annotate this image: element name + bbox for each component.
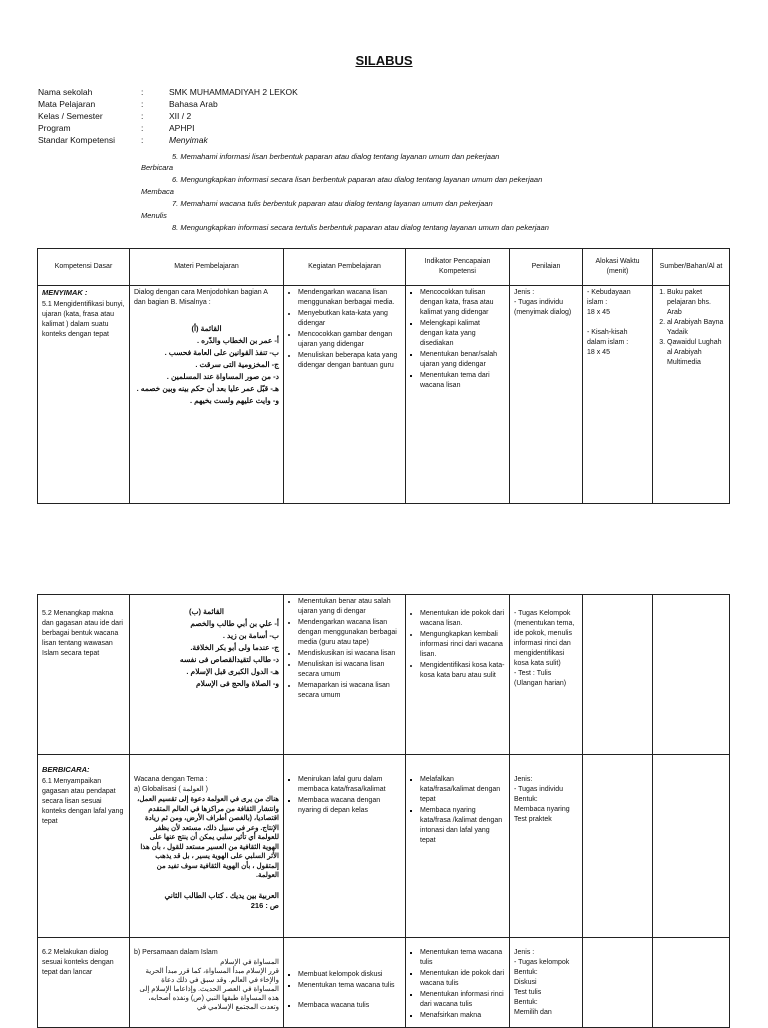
penilaian-cell: Jenis : - Tugas individu (menyimak dialog): [510, 286, 583, 504]
indikator-cell: [406, 938, 510, 1028]
meta-row: [38, 110, 728, 122]
arabic-paragraph: قرر الإسلام مبدأ المساواة، كما قرر مبدأ الحرية والإخاء في العالم. وقد سبق في ذلك دعاة المساواة في العصر الحديث. وإذاعاما الإسلام إلى هذه المساواة طبقها النبي (ص) ونفذه أصحابه، وتعدت المجتمع الإسلامي في: [139, 968, 279, 1011]
table-row: [38, 286, 730, 504]
arabic-title: القائمة (أ): [191, 324, 222, 333]
list-item: • Mendengarkan wacana lisan dengan menggunakan berbagai media (guru atau tape): [298, 618, 401, 648]
list-item: • Memaparkan isi wacana lisan secara umum: [298, 681, 401, 701]
meta-colon: :: [141, 123, 144, 133]
penilaian-text: - Tugas Kelompok (menentukan tema, ide pokok, menulis informasi rinci dan mengidentifikasi kosa kata sulit) - Test : Tulis (Ulangan harian): [514, 610, 575, 687]
list-item: • Mendengarkan wacana lisan menggunakan berbagai media.: [298, 288, 401, 308]
arabic-line: و- وايت عليهم ولست بخيهم .: [189, 396, 279, 405]
list-item: • Menyebutkan kata-kata yang didengar: [298, 309, 401, 329]
list-item: • Mencocokkan gambar dengan ujaran yang didengar: [298, 330, 401, 350]
meta-row: [38, 86, 728, 98]
kegiatan-cell: [284, 938, 406, 1028]
sumber-cell: [653, 595, 730, 755]
kd-text: 6.1 Menyampaikan gagasan atau pendapat secara lisan sesuai konteks dengan lafal yang tepat: [42, 778, 124, 825]
header-cell: Sumber/Bahan/Al at: [653, 249, 730, 286]
kegiatan-list: [288, 288, 401, 371]
syllabus-table-2: [37, 594, 730, 1028]
list-item: ▪ Membuat kelompok diskusi: [298, 970, 401, 980]
arabic-page: ص : 216: [250, 900, 279, 910]
list-item: • Menentukan benar atau salah ujaran yang di dengar: [298, 597, 401, 617]
syllabus-table-1: [37, 248, 730, 504]
sk-5: 5. Memahami informasi lisan berbentuk paparan atau dialog tentang layanan umum dan pekerjaan: [172, 152, 500, 161]
list-item: ▪ Menentukan informasi rinci dari wacana tulis: [420, 990, 505, 1010]
penilaian-cell: [510, 938, 583, 1028]
kd-text: 5.1 Mengidentifikasi bunyi, ujaran (kata, frasa atau kalimat ) dalam suatu konteks dengan tepat: [42, 301, 125, 338]
list-item: ▪ Membaca wacana dengan nyaring di depan kelas: [298, 796, 401, 816]
kd-text: 6.2 Melakukan dialog sesuai konteks dengan tepat dan lancar: [42, 949, 114, 976]
kd-cell: [38, 286, 130, 504]
list-item: • Mendiskusikan isi wacana lisan: [298, 649, 401, 659]
materi-sub: a) Globalisasi ( العولمة ): [134, 786, 208, 793]
indikator-cell: [406, 755, 510, 938]
kegiatan-cell: [284, 286, 406, 504]
arabic-line: د- طالب لتقيدالقصاص فى نفسه: [179, 655, 279, 664]
sumber-cell: [653, 286, 730, 504]
kd-cell: [38, 595, 130, 755]
alokasi-cell: - Kebudayaan islam : 18 x 45 - Kisah-kisah dalam islam : 18 x 45: [583, 286, 653, 504]
sk-membaca: Membaca: [141, 187, 174, 196]
page-title: SILABUS: [355, 53, 413, 68]
list-item: 2. al Arabiyah Bayna Yadaik: [667, 318, 725, 338]
penilaian-text: Jenis : - Tugas kelompok Bentuk: Diskusi Test tulis Bentuk: Memilih dan: [514, 949, 570, 1016]
arabic-line: ب- تنفذ القوانين على العامة فحسب .: [164, 348, 279, 357]
arabic-list: [134, 607, 279, 689]
table-row: [38, 938, 730, 1028]
meta-key: Mata Pelajaran: [38, 99, 96, 109]
list-item: ▪ Melengkapi kalimat dengan kata yang disediakan: [420, 319, 505, 349]
list-item: 3. Qawaidul Lughah al Arabiyah Multimedia: [667, 338, 725, 368]
meta-value: Menyimak: [169, 135, 208, 145]
header-cell: Kegiatan Pembelajaran: [284, 249, 406, 286]
penilaian-cell: [510, 595, 583, 755]
sumber-list: [657, 288, 725, 368]
arabic-title: القائمة (ب): [188, 607, 225, 616]
arabic-line: و- الصلاة والحج فى الإسلام: [195, 679, 279, 688]
meta-colon: :: [141, 99, 144, 109]
indikator-cell: [406, 286, 510, 504]
list-item: ▪ Membaca nyaring kata/frasa /kalimat dengan intonasi dan lafal yang tepat: [420, 806, 505, 846]
kegiatan-cell: [284, 755, 406, 938]
header-cell: Kompetensi Dasar: [38, 249, 130, 286]
arabic-line: هـ- قبّل عمر عليا بعد أن حكم بينه وبين خصمه .: [136, 384, 279, 393]
kd-cell: [38, 938, 130, 1028]
arabic-line: د- من صور المساواة عند المسلمين .: [166, 372, 279, 381]
meta-colon: :: [141, 111, 144, 121]
meta-value: Bahasa Arab: [169, 99, 218, 109]
sk-7: 7. Memahami wacana tulis berbentuk paparan atau dialog tentang layanan umum dan pekerjaan: [172, 199, 493, 208]
indikator-cell: [406, 595, 510, 755]
section-label: BERBICARA:: [42, 765, 90, 774]
arabic-list: [134, 324, 279, 406]
header-cell: Materi Pembelajaran: [130, 249, 284, 286]
indikator-list: [410, 775, 505, 846]
arabic-reference: العربية بين يديك . كتاب الطالب الثاني: [164, 890, 279, 900]
meta-key: Kelas / Semester: [38, 111, 103, 121]
list-item: ▪ Melafalkan kata/frasa/kalimat dengan tepat: [420, 775, 505, 805]
arabic-line: هـ- الدول الكبرى قبل الإسلام .: [186, 667, 279, 676]
kegiatan-list: [288, 597, 401, 701]
list-item: • Menuliskan isi wacana lisan secara umum: [298, 660, 401, 680]
meta-value: APHPI: [169, 123, 195, 133]
meta-value: SMK MUHAMMADIYAH 2 LEKOK: [169, 87, 298, 97]
meta-row: [38, 98, 728, 110]
sk-6: 6. Mengungkapkan informasi secara lisan berbentuk paparan atau dialog tentang layanan umum dan pekerjaan: [172, 175, 543, 184]
meta-value: XII / 2: [169, 111, 192, 121]
penilaian-cell: [510, 755, 583, 938]
list-item: ▪ Menirukan lafal guru dalam membaca kata/frasa/kalimat: [298, 775, 401, 795]
meta-row: [38, 122, 728, 134]
kd-cell: [38, 755, 130, 938]
materi-cell: [130, 938, 284, 1028]
arabic-title: المساواة في الإسلام: [220, 959, 279, 966]
materi-cell: [130, 595, 284, 755]
arabic-line: أ- علي بن أبي طالب والخصم: [190, 619, 279, 628]
list-item: ▪ Menentukan tema wacana tulis: [298, 981, 401, 991]
sumber-cell: [653, 938, 730, 1028]
penilaian-text: Jenis: - Tugas individu Bentuk: Membaca nyaring Test praktek: [514, 776, 570, 823]
table-row: [38, 595, 730, 755]
alokasi-cell: [583, 755, 653, 938]
materi-intro: Wacana dengan Tema :: [134, 776, 208, 783]
table-row: [38, 755, 730, 938]
materi-sub: b) Persamaan dalam Islam: [134, 949, 218, 956]
list-item: 1. Buku paket pelajaran bhs. Arab: [667, 288, 725, 318]
list-item: • Menentukan ide pokok dari wacana lisan.: [420, 609, 505, 629]
indikator-list: [410, 609, 505, 681]
meta-colon: :: [141, 87, 144, 97]
list-item: ▪ Membaca wacana tulis: [298, 1001, 401, 1011]
list-item: ▪ Menentukan ide pokok dari wacana tulis: [420, 969, 505, 989]
indikator-list: [410, 288, 505, 391]
meta-row: [38, 134, 728, 146]
arabic-paragraph: هناك من يرى في العولمة دعوة إلى تقسيم العمل، وانتشار الثقافة من مراكزها في العالم المتقدم اقتصاديا، (بالغصن أطراف الأرض، ومن ثم زيادة الإنتاج. وعر في سبيل ذلك، مستعد لأن يظفر للعولمة أي تأثير سلبي يمكن أن ينتج عنها على الهوية الثقافية من العسير مستعد للقول ، بأن هذا الأثر السلبي على الهوية يسير ، بل قد يذهب إلمتقول ، بأن الهوية الثقافية سوف تفيد من العولمة.: [137, 796, 279, 879]
table-header-row: [38, 249, 730, 286]
kd-text: 5.2 Menangkap makna dan gagasan atau ide dari berbagai bentuk wacana lisan tentang wawasan Islam secara tepat: [42, 610, 123, 657]
arabic-line: ب- أسامة بن زيد .: [222, 631, 279, 640]
list-item: • Mengungkapkan kembali informasi rinci dari wacana lisan.: [420, 630, 505, 660]
sk-menulis: Menulis: [141, 211, 167, 220]
list-item: ▪ Menentukan tema dari wacana lisan: [420, 371, 505, 391]
header-cell: Indikator Pencapaian Kompetensi: [406, 249, 510, 286]
sk-berbicara: Berbicara: [141, 163, 174, 172]
arabic-line: ج- المخزومية التى سرقت .: [195, 360, 279, 369]
materi-cell: [130, 755, 284, 938]
indikator-list: [410, 948, 505, 1021]
arabic-line: ج- عندما ولى أبو بكر الخلافة.: [190, 643, 279, 652]
meta-key: Program: [38, 123, 71, 133]
list-item: ▪ Mencocokkan tulisan dengan kata, frasa atau kalimat yang didengar: [420, 288, 505, 318]
materi-intro: Dialog dengan cara Menjodohkan bagian A dan bagian B. Misalnya :: [134, 289, 268, 306]
alokasi-cell: [583, 938, 653, 1028]
list-item: ▪ Menentukan tema wacana tulis: [420, 948, 505, 968]
kegiatan-list: [288, 775, 401, 816]
section-label: MENYIMAK :: [42, 288, 88, 297]
meta-colon: :: [141, 135, 144, 145]
sk-8: 8. Mengungkapkan informasi secara tertulis berbentuk paparan atau dialog tentang layanan umum dan pekerjaan: [172, 223, 549, 232]
sumber-cell: [653, 755, 730, 938]
arabic-line: أ- عمر بن الخطاب والدّره .: [196, 336, 279, 345]
list-item: ▪ Menentukan benar/salah ujaran yang didengar: [420, 350, 505, 370]
meta-key: Nama sekolah: [38, 87, 93, 97]
materi-cell: [130, 286, 284, 504]
alokasi-cell: [583, 595, 653, 755]
kegiatan-list: [288, 970, 401, 1011]
list-item: ▪ Menafsirkan makna: [420, 1011, 505, 1021]
meta-key: Standar Kompetensi: [38, 135, 116, 145]
list-item: • Mengidentifikasi kosa kata-kosa kata baru atau sulit: [420, 661, 505, 681]
header-cell: Penilaian: [510, 249, 583, 286]
header-cell: Alokasi Waktu (menit): [583, 249, 653, 286]
kegiatan-cell: [284, 595, 406, 755]
list-item: • Menuliskan beberapa kata yang didengar dengan bantuan guru: [298, 351, 401, 371]
meta-block: [38, 86, 728, 146]
